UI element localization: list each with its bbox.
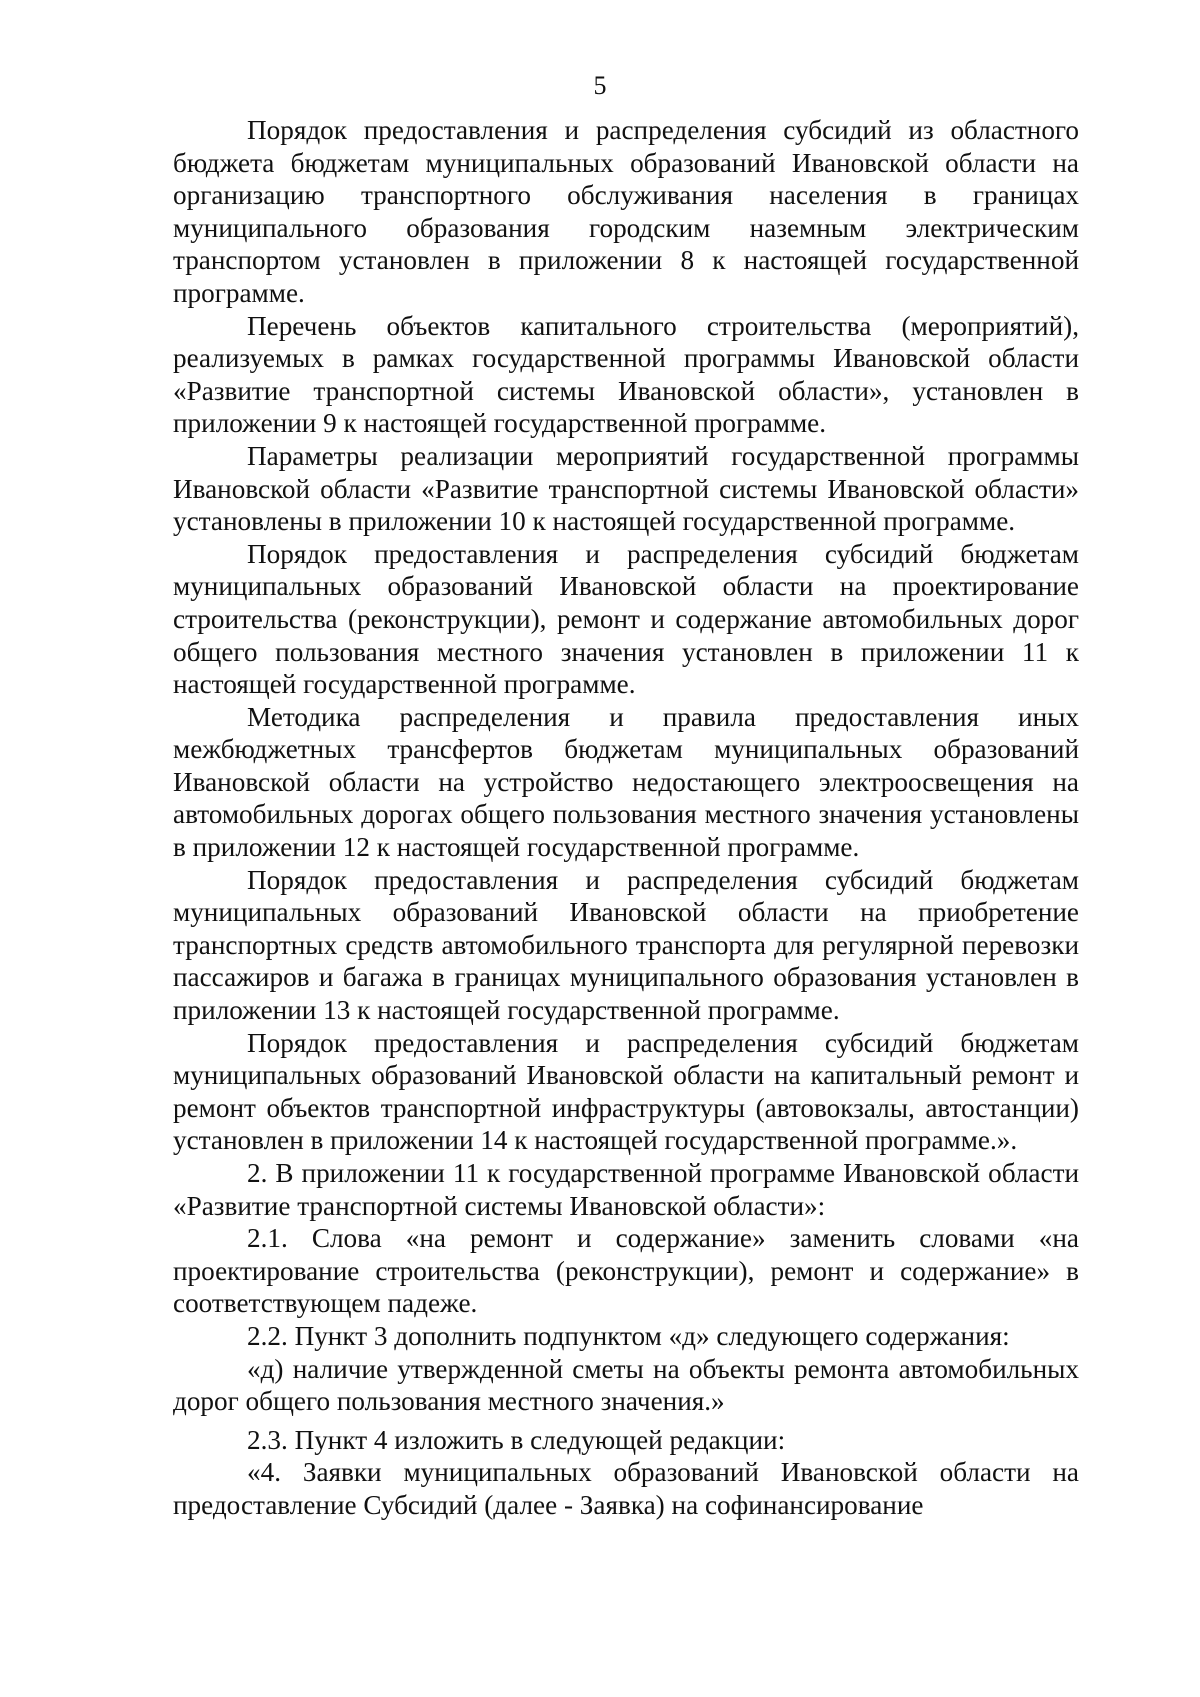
paragraph-item-2: 2. В приложении 11 к государственной программе Ивановской области «Развитие транспортной системы Ивановской области»: bbox=[173, 1158, 1079, 1221]
paragraph-item-2-2: 2.2. Пункт 3 дополнить подпунктом «д» следующего содержания: bbox=[247, 1320, 1010, 1351]
paragraph-infrastructure-repair-subsidies: Порядок предоставления и распределения субсидий бюджетам муниципальных образований Ивановской области на капитальный ремонт и ремонт объектов транспортной инфраструктуры (автовокзалы, автостанции) установлен в приложении 14 к настоящей государственной программе.». bbox=[173, 1027, 1079, 1156]
paragraph-subsidies-electric-transport: Порядок предоставления и распределения субсидий из областного бюджета бюджетам муниципальных образований Ивановской области на организацию транспортного обслуживания населения в границах муниципального образования городским наземным электрическим транспортом установлен в приложении 8 к настоящей государственной программе. bbox=[173, 115, 1079, 308]
paragraph-item-2-3: 2.3. Пункт 4 изложить в следующей редакции: bbox=[247, 1424, 786, 1455]
document-body bbox=[173, 114, 1079, 1522]
paragraph-subitem-d: «д) наличие утвержденной сметы на объекты ремонта автомобильных дорог общего пользования местного значения.» bbox=[173, 1353, 1079, 1417]
paragraph-item-4-quote: «4. Заявки муниципальных образований Ивановской области на предоставление Субсидий (далее - Заявка) на софинансирование bbox=[173, 1457, 1079, 1520]
page-number: 5 bbox=[593, 71, 607, 100]
paragraph-road-design-subsidies: Порядок предоставления и распределения субсидий бюджетам муниципальных образований Ивановской области на проектирование строительства (реконструкции), ремонт и содержание автомобильных дорог общего пользования местного значения установлен в приложении 11 к настоящей государственной программе. bbox=[173, 538, 1079, 700]
paragraph-vehicle-purchase-subsidies: Порядок предоставления и распределения субсидий бюджетам муниципальных образований Ивановской области на приобретение транспортных средств автомобильного транспорта для регулярной перевозки пассажиров и багажа в границах муниципального образования установлен в приложении 13 к настоящей государственной программе. bbox=[173, 864, 1079, 1026]
paragraph-capital-construction-list: Перечень объектов капитального строительства (мероприятий), реализуемых в рамках государственной программы Ивановской области «Развитие транспортной системы Ивановской области», установлен в приложении 9 к настоящей государственной программе. bbox=[173, 310, 1079, 439]
paragraph-street-lighting-transfers: Методика распределения и правила предоставления иных межбюджетных трансфертов бюджетам муниципальных образований Ивановской области на устройство недостающего электроосвещения на автомобильных дорогах общего пользования местного значения установлены в приложении 12 к настоящей государственной программе. bbox=[173, 701, 1079, 863]
paragraph-implementation-parameters: Параметры реализации мероприятий государственной программы Ивановской области «Развитие транспортной системы Ивановской области» установлены в приложении 10 к настоящей государственной программе. bbox=[173, 440, 1079, 537]
paragraph-item-2-1: 2.1. Слова «на ремонт и содержание» заменить словами «на проектирование строительства (реконструкции), ремонт и содержание» в соответствующем падеже. bbox=[173, 1223, 1079, 1319]
